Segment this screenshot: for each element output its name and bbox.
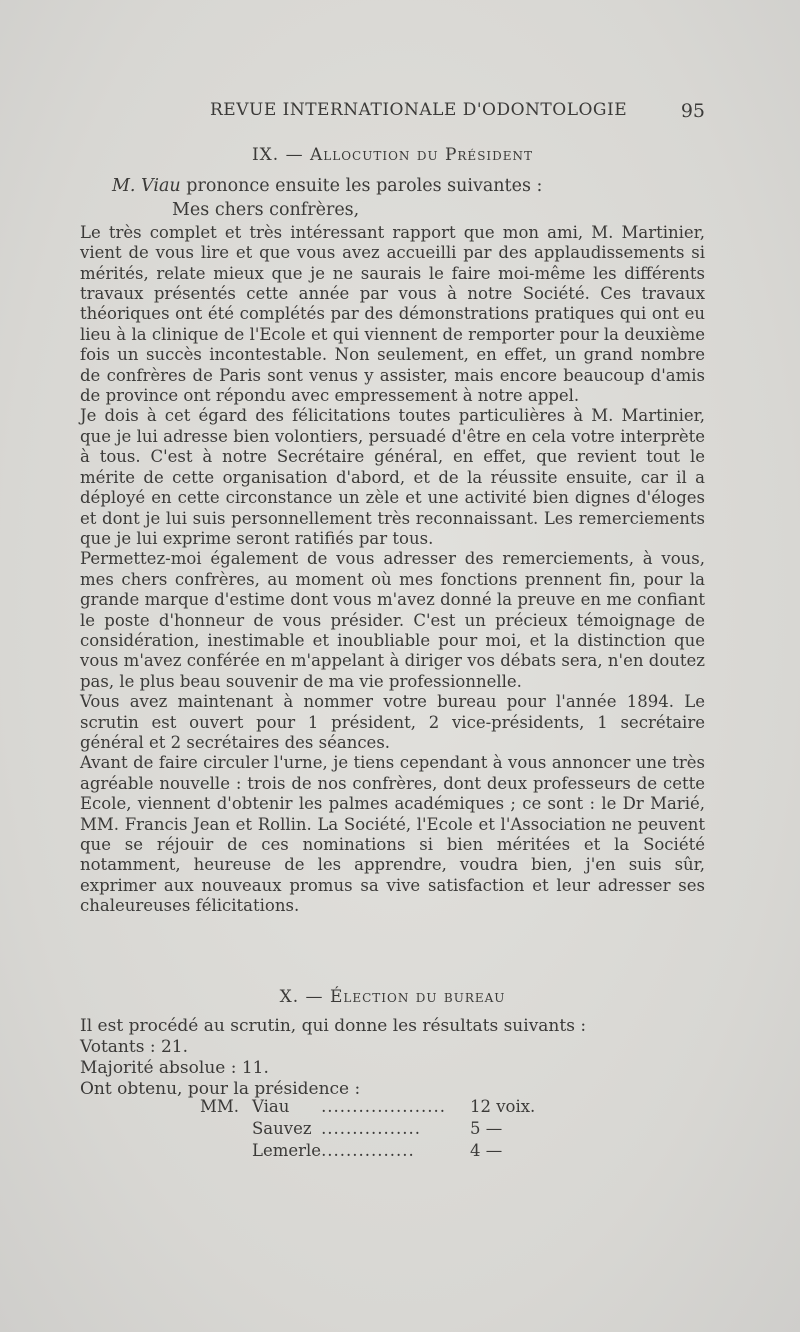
intro-line [80, 176, 705, 196]
table-row [200, 1141, 535, 1163]
votants-line: Votants : 21. [80, 1037, 188, 1057]
running-head [80, 100, 705, 124]
section-x-heading [80, 987, 705, 1007]
paragraph: Je dois à cet égard des félicitations toutes particulières à M. Martinier, que je lui adresse bien volontiers, persuadé d'être en cela votre interprète à tous. C'est à notre Secrétaire général, en effet, que revient tout le mérite de cette organisation d'abord, et de la réussite ensuite, car il a déployé en cette circonstance un zèle et une activité bien dignes d'éloges et dont je lui suis personnellement très reconnaissant. Les remerciements que je lui exprime seront ratifiés par tous. [80, 406, 705, 548]
paragraph: Le très complet et très intéressant rapport que mon ami, M. Martinier, vient de vous lire et que vous avez accueilli par des applaudissements si mérités, relate mieux que je ne saurais le faire moi-même les différents travaux présentés cette année par vous à notre Société. Ces travaux théoriques ont été complétés par des démonstrations pratiques qui ont eu lieu à la clinique de l'Ecole et qui viennent de remporter pour la deuxième fois un succès incontestable. Non seulement, en effet, un grand nombre de confrères de Paris sont venus y assister, mais encore beaucoup d'amis de province ont répondu avec empressement à notre appel. [80, 222, 705, 406]
election-intro: Il est procédé au scrutin, qui donne les résultats suivants : [80, 1016, 587, 1036]
result-votes: 4 — [469, 1141, 503, 1160]
salutation: Mes chers confrères, [172, 200, 360, 221]
section-x-numeral: X. — [279, 987, 324, 1007]
paragraph: Avant de faire circuler l'urne, je tiens cependant à vous annoncer une très agréable nouvelle : trois de nos confrères, dont deux professeurs de cette Ecole, viennent d'obtenir les palmes académiques ; ce sont : le Dr Marié, MM. Francis Jean et Rollin. La Société, l'Ecole et l'Association ne peuvent que se réjouir de ces nominations si bien méritées et la Société notamment, heureuse de les apprendre, voudra bien, j'en suis sûr, exprimer aux nouveaux promus sa vive satisfaction et leur adresser ses chaleureuses félicitations. [80, 753, 705, 916]
paragraph: Vous avez maintenant à nommer votre bureau pour l'année 1894. Le scrutin est ouvert pour 1 président, 2 vice-présidents, 1 secrétaire général et 2 secrétaires des séances. [80, 692, 705, 752]
table-row [200, 1119, 535, 1141]
result-name: Sauvez [252, 1119, 312, 1138]
result-dots: .................... [321, 1097, 446, 1116]
section-ix-numeral: IX. — [251, 145, 304, 165]
result-votes: 12 voix. [469, 1097, 536, 1116]
result-prefix [200, 1119, 252, 1141]
results-table [200, 1097, 535, 1163]
result-prefix [200, 1141, 252, 1163]
result-prefix: MM. [200, 1097, 240, 1116]
journal-title: REVUE INTERNATIONALE D'ODONTOLOGIE [210, 100, 628, 120]
page-number: 95 [680, 100, 705, 122]
result-votes: 5 — [469, 1119, 503, 1138]
table-row [200, 1097, 535, 1119]
obtenu-line: Ont obtenu, pour la présidence : [80, 1079, 361, 1099]
election-body [80, 1016, 705, 1100]
speaker-name: M. Viau [112, 176, 181, 196]
paragraph: Permettez-moi également de vous adresser des remerciements, à vous, mes chers confrères, au moment où mes fonctions prennent fin, pour la grande marque d'estime dont vous m'avez donné la preuve en me confiant le poste d'honneur de vous présider. C'est un précieux témoignage de considération, inestimable et inoubliable pour moi, et la distinction que vous m'avez conférée en m'appelant à diriger vos débats sera, n'en doutez pas, le plus beau souvenir de ma vie professionnelle. [80, 549, 705, 691]
result-name: Lemerle [252, 1141, 322, 1160]
result-name: Viau [252, 1097, 290, 1116]
result-dots: ................ [321, 1119, 421, 1138]
section-x-title: Élection du bureau [329, 987, 506, 1007]
result-dots: ............... [321, 1141, 415, 1160]
allocution-body [80, 176, 705, 917]
section-ix-title: Allocution du Président [309, 145, 534, 165]
majorite-line: Majorité absolue : 11. [80, 1058, 269, 1078]
intro-rest: prononce ensuite les paroles suivantes : [180, 176, 543, 196]
section-ix-heading [80, 145, 705, 165]
